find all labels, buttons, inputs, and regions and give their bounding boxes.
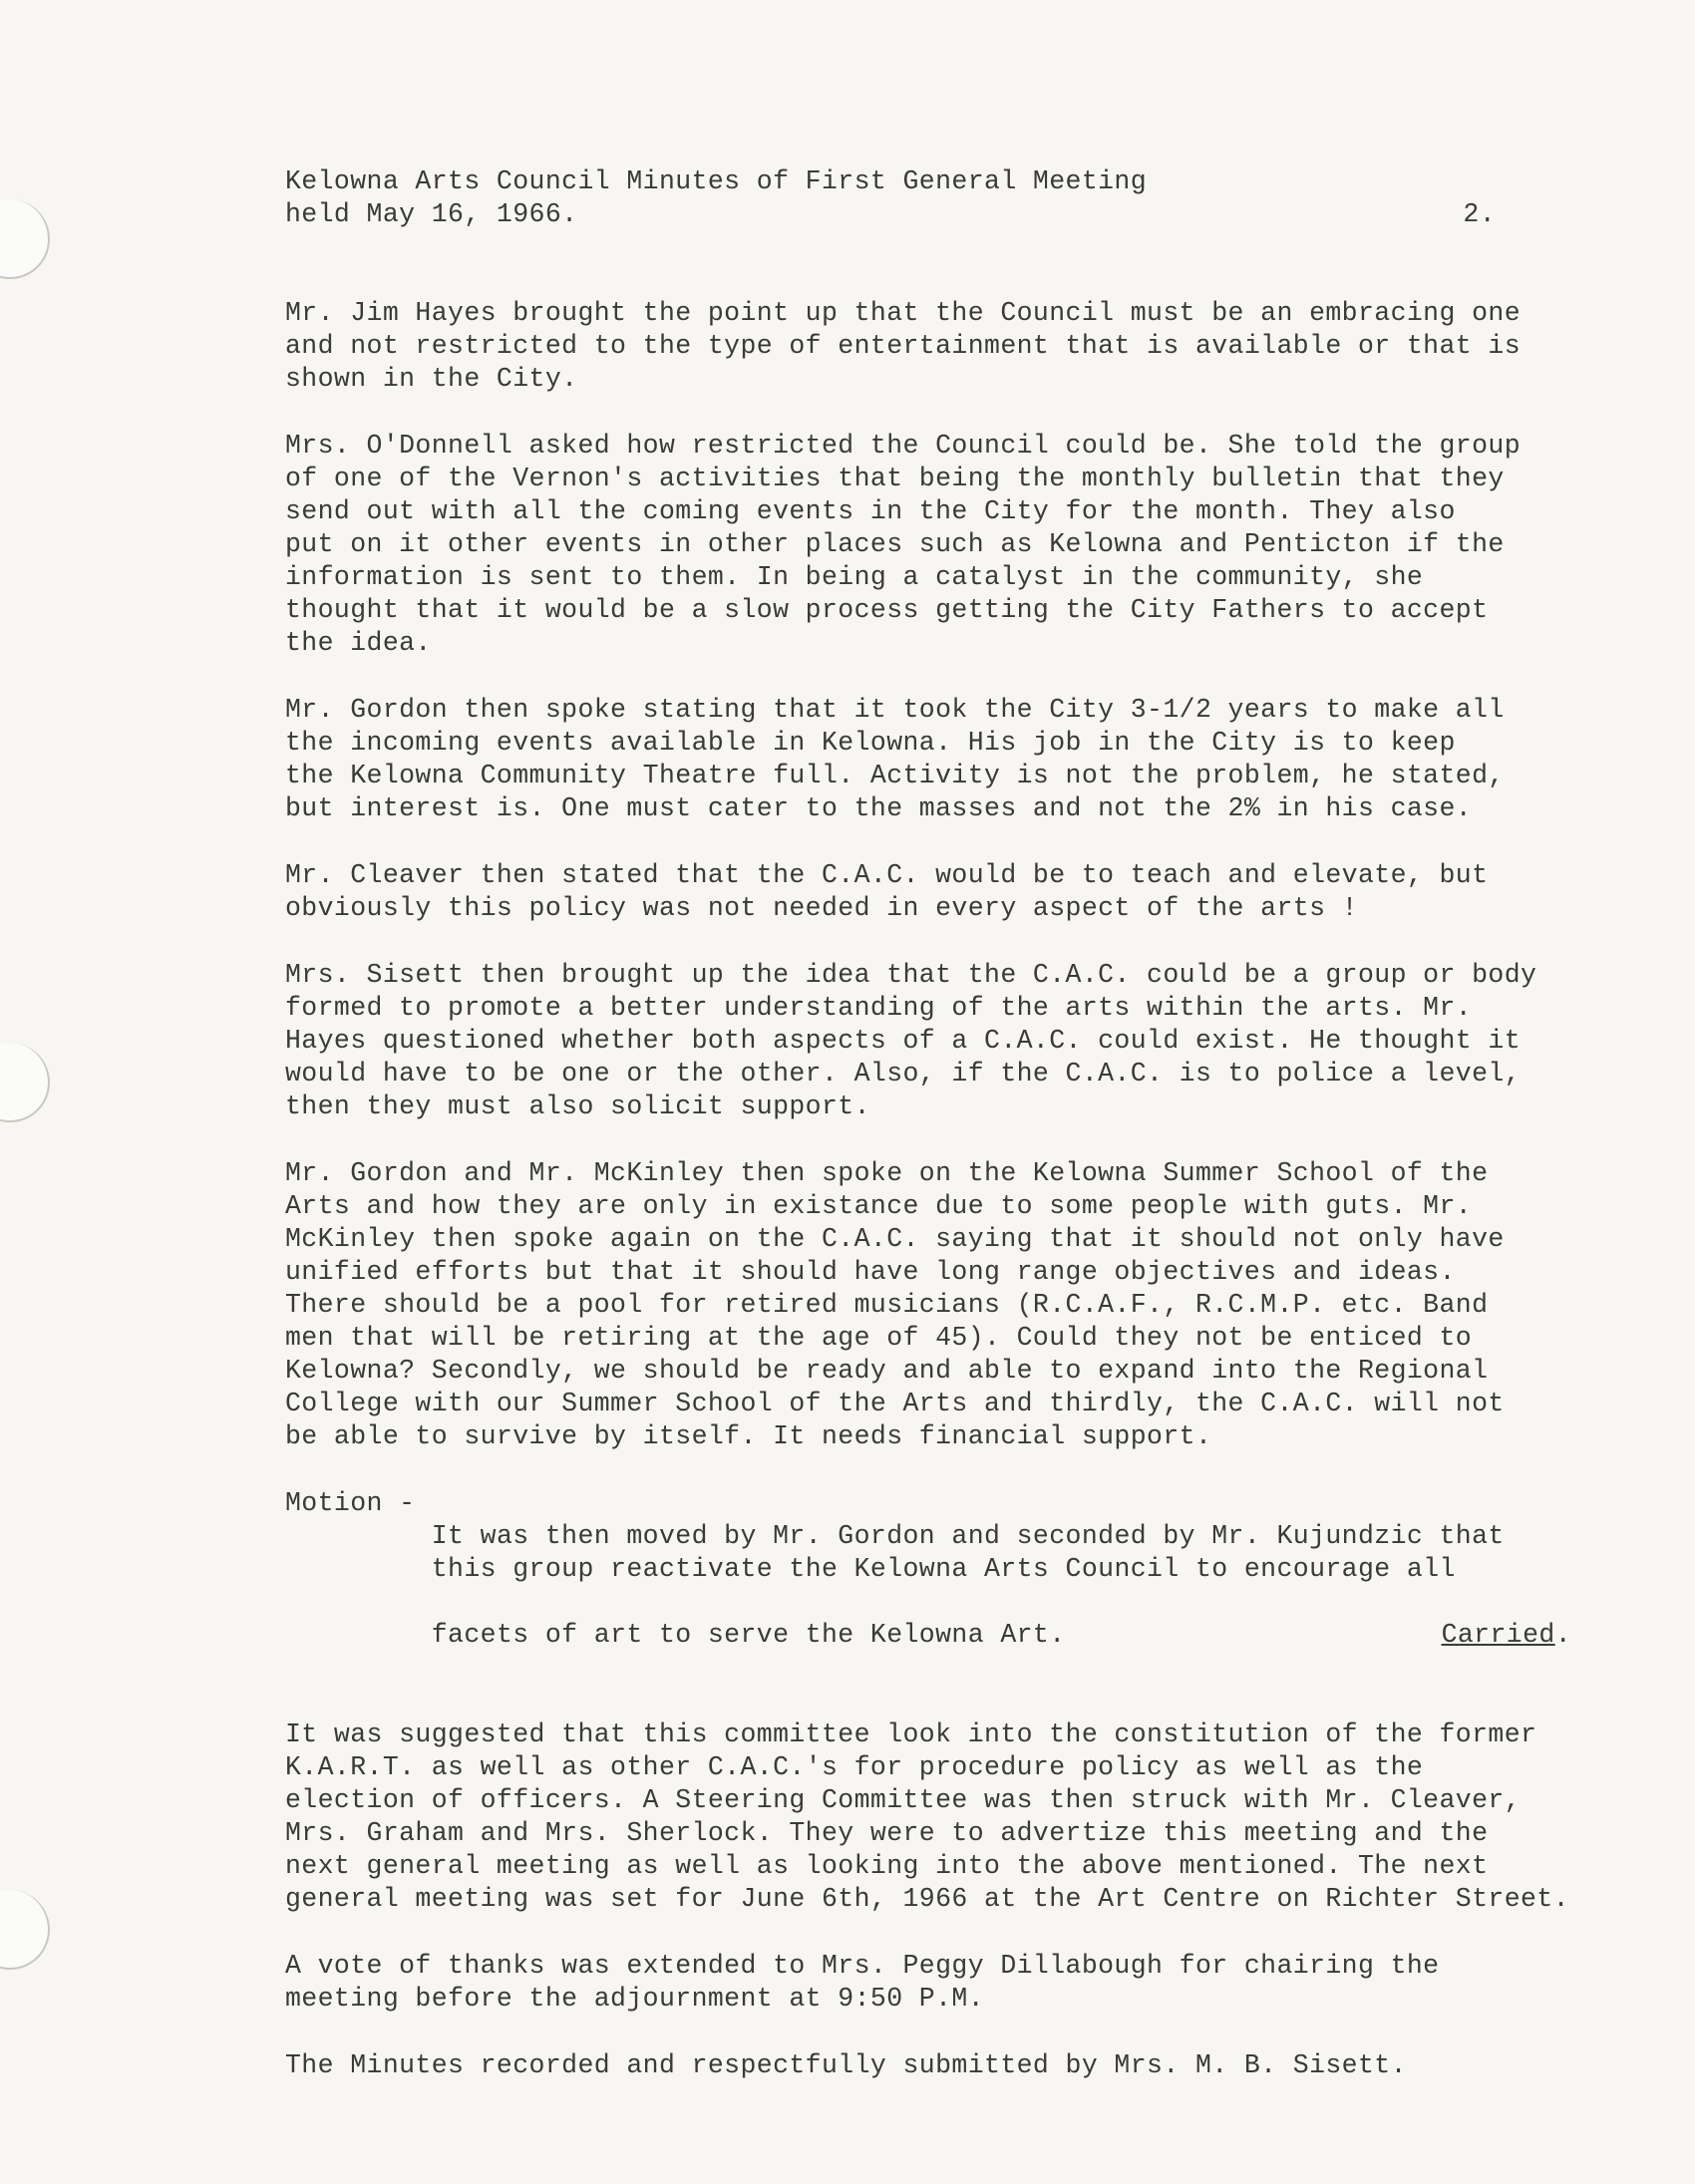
header-title: Kelowna Arts Council Minutes of First General Meeting: [285, 166, 1148, 196]
header-date-line: [285, 198, 1561, 231]
paragraph-cleaver: Mr. Cleaver then stated that the C.A.C. would be to teach and elevate, but obviously this policy was not needed in every aspect of the arts !: [285, 860, 1489, 923]
paragraph-committee: It was suggested that this committee look into the constitution of the former K.A.R.T. as well as other C.A.C.'s for procedure policy as well as the election of officers. A Steering Committee was then struck with Mr. Cleaver, Mrs. Graham and Mrs. Sherlock. They were to advertize this meeting and the next general meeting as well as looking into the above mentioned. The next general meeting was set for June 6th, 1966 at the Art Centre on Richter Street.: [285, 1719, 1569, 1914]
page-number: 2.: [1463, 199, 1496, 229]
motion-label: Motion -: [285, 1488, 432, 1518]
paragraph-gordon: Mr. Gordon then spoke stating that it took the City 3-1/2 years to make all the incoming events available in Kelowna. His job in the City is to keep the Kelowna Community Theatre full. Activity is not the problem, he stated, but interest is. One must cater to the masses and not the 2% in his case.: [285, 695, 1505, 823]
motion-last-line: [432, 1619, 1571, 1652]
motion-status-carried: Carried: [1441, 1620, 1555, 1650]
motion-block: [285, 1487, 1591, 1685]
motion-last-text: facets of art to serve the Kelowna Art.: [431, 1620, 1066, 1650]
motion-text: It was then moved by Mr. Gordon and seconded by Mr. Kujundzic that this group reactivate the Kelowna Arts Council to encourage all: [431, 1521, 1505, 1584]
header-date: held May 16, 1966.: [285, 199, 578, 229]
document-body: [285, 297, 1591, 2116]
punch-hole-top: [0, 199, 50, 279]
paragraph-sisett: Mrs. Sisett then brought up the idea that the C.A.C. could be a group or body formed to promote a better understanding of the arts within the arts. Mr. Hayes questioned whether both aspects of a C.A.C. could exist. He thought it would have to be one or the other. Also, if the C.A.C. is to police a level, then they must also solicit support.: [285, 960, 1537, 1121]
motion-status: [1442, 1619, 1571, 1652]
paragraph-odonnell: Mrs. O'Donnell asked how restricted the Council could be. She told the group of one of the Vernon's activities that being the monthly bulletin that they send out with all the coming events in the City for the month. They also put on it other events in other places such as Kelowna and Penticton if the information is sent to them. In being a catalyst in the community, she thought that it would be a slow process getting the City Fathers to accept the idea.: [285, 431, 1521, 658]
paragraph-thanks: A vote of thanks was extended to Mrs. Peggy Dillabough for chairing the meeting before the adjournment at 9:50 P.M.: [285, 1951, 1440, 2014]
punch-hole-middle: [0, 1043, 50, 1122]
motion-text-block: [432, 1487, 1591, 1685]
paragraph-mckinley: Mr. Gordon and Mr. McKinley then spoke on the Kelowna Summer School of the Arts and how they are only in existance due to some people with guts. Mr. McKinley then spoke again on the C.A.C. saying that it should not only have unified efforts but that it should have long range objectives and ideas. There should be a pool for retired musicians (R.C.A.F., R.C.M.P. etc. Band men that will be retiring at the age of 45). Could they not be enticed to Kelowna? Secondly, we should be ready and able to expand into the Regional College with our Summer School of the Arts and thirdly, the C.A.C. will not be able to survive by itself. It needs financial support.: [285, 1158, 1505, 1451]
document-header: [285, 165, 1561, 231]
paragraph-hayes: Mr. Jim Hayes brought the point up that the Council must be an embracing one and not restricted to the type of entertainment that is available or that is shown in the City.: [285, 298, 1521, 394]
paragraph-submitted: The Minutes recorded and respectfully submitted by Mrs. M. B. Sisett.: [285, 2050, 1407, 2080]
punch-hole-bottom: [0, 1890, 50, 1970]
motion-status-suffix: .: [1554, 1620, 1571, 1650]
